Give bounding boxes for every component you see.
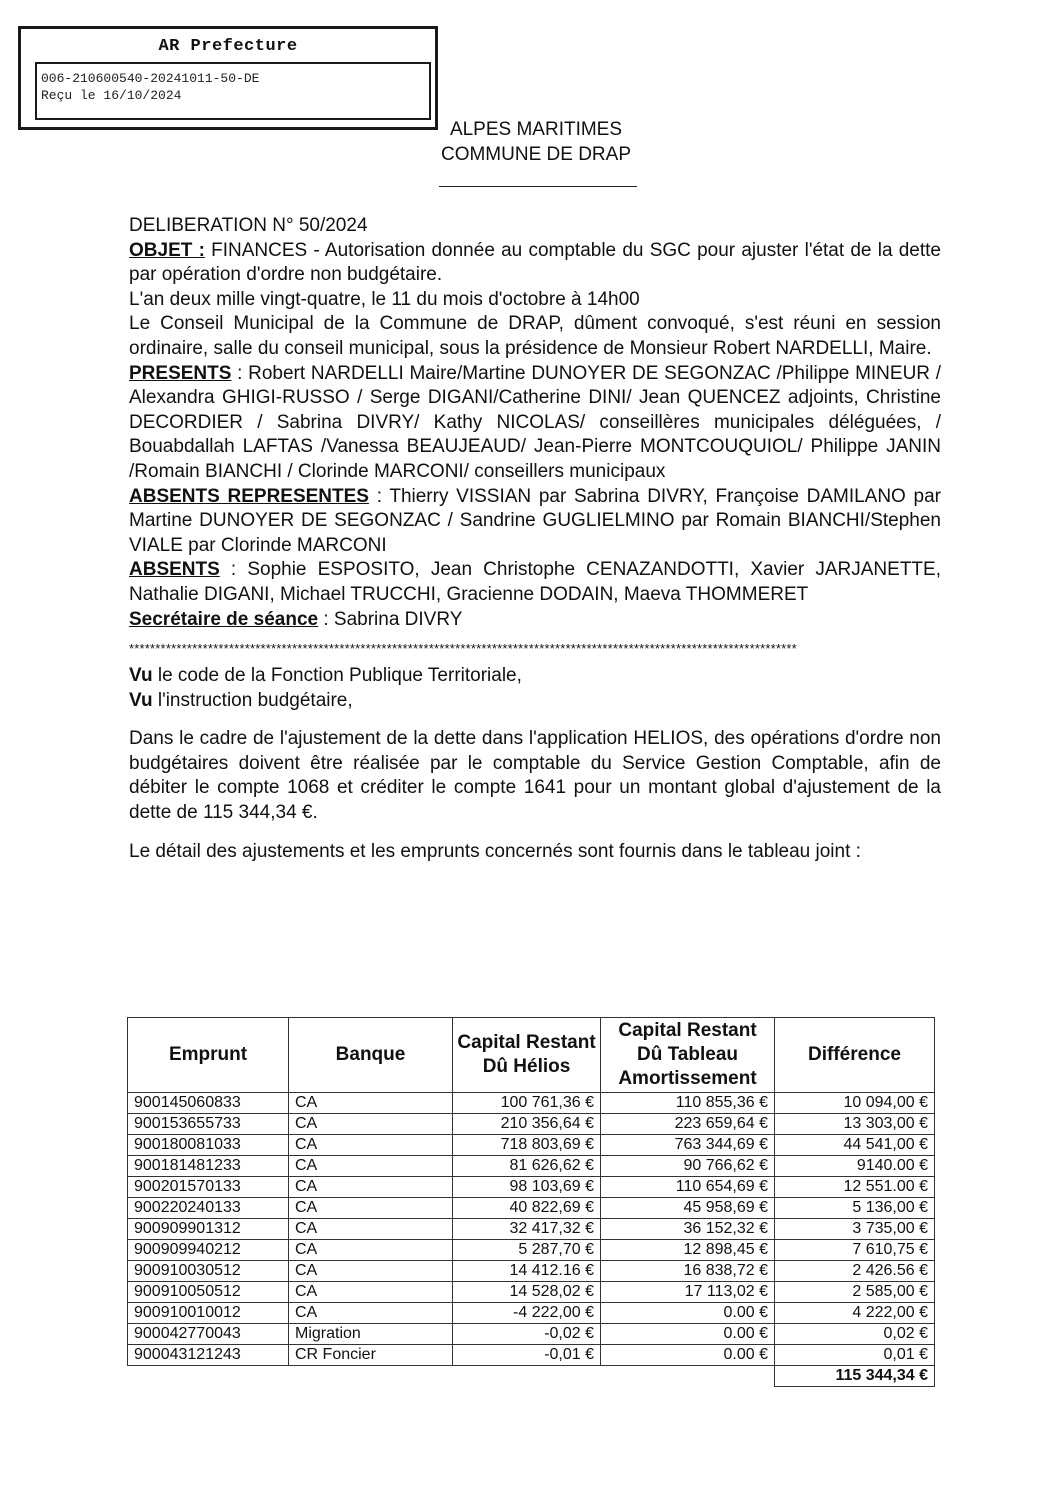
header-banque: Banque <box>289 1018 453 1093</box>
stamp-reference: 006-210600540-20241011-50-DE <box>41 71 260 86</box>
table-row <box>128 1177 935 1198</box>
cell-crd-helios: 98 103,69 € <box>453 1177 601 1198</box>
vu-label-1: Vu <box>129 665 153 687</box>
cell-crd-helios: -0,02 € <box>453 1324 601 1345</box>
cell-difference: 5 136,00 € <box>775 1198 935 1219</box>
header-crd-helios: Capital Restant Dû Hélios <box>453 1018 601 1093</box>
cell-banque: CA <box>289 1198 453 1219</box>
deliberation-number: DELIBERATION N° 50/2024 <box>129 215 368 236</box>
cell-banque: CA <box>289 1240 453 1261</box>
cell-difference: 2 585,00 € <box>775 1282 935 1303</box>
separator-line: ******************************************************************************************************************************* <box>129 642 797 657</box>
table-row <box>128 1345 935 1366</box>
cell-banque: CA <box>289 1114 453 1135</box>
cell-difference: 44 541,00 € <box>775 1135 935 1156</box>
table-row <box>128 1282 935 1303</box>
table-row <box>128 1261 935 1282</box>
objet-paragraph <box>129 239 941 288</box>
cell-crd-helios: -0,01 € <box>453 1345 601 1366</box>
cell-crd-helios: 14 412.16 € <box>453 1261 601 1282</box>
department-name: ALPES MARITIMES <box>449 119 623 140</box>
deliberation-body <box>129 214 941 864</box>
represented-label: ABSENTS REPRESENTES <box>129 485 369 507</box>
cell-crd-helios: 81 626,62 € <box>453 1156 601 1177</box>
presents-paragraph <box>129 362 941 485</box>
cell-crd-tableau: 45 958,69 € <box>601 1198 775 1219</box>
cell-difference: 9140.00 € <box>775 1156 935 1177</box>
cell-difference: 0,02 € <box>775 1324 935 1345</box>
vu-line-1 <box>129 664 941 689</box>
objet-text: FINANCES - Autorisation donnée au comptable du SGC pour ajuster l'état de la dette par opération d'ordre non budgétaire. <box>129 239 941 286</box>
cell-emprunt: 900042770043 <box>128 1324 289 1345</box>
cell-emprunt: 900153655733 <box>128 1114 289 1135</box>
cell-banque: Migration <box>289 1324 453 1345</box>
table-body <box>128 1093 935 1366</box>
table-row <box>128 1114 935 1135</box>
cell-difference: 10 094,00 € <box>775 1093 935 1114</box>
cell-crd-tableau: 0.00 € <box>601 1324 775 1345</box>
header-divider <box>439 186 637 187</box>
cell-emprunt: 900910030512 <box>128 1261 289 1282</box>
prefecture-stamp <box>18 26 438 130</box>
cell-crd-tableau: 90 766,62 € <box>601 1156 775 1177</box>
header-difference: Différence <box>775 1018 935 1093</box>
cell-crd-helios: 40 822,69 € <box>453 1198 601 1219</box>
total-difference: 115 344,34 € <box>775 1366 935 1387</box>
vu-text-1: le code de la Fonction Publique Territoriale, <box>152 665 522 687</box>
table-row <box>128 1156 935 1177</box>
cell-crd-tableau: 223 659,64 € <box>601 1114 775 1135</box>
absents-text: : Sophie ESPOSITO, Jean Christophe CENAZANDOTTI, Xavier JARJANETTE, Nathalie DIGANI, Michael TRUCCHI, Gracienne DODAIN, Maeva THOMMERET <box>129 559 941 605</box>
cell-difference: 0,01 € <box>775 1345 935 1366</box>
cell-emprunt: 900180081033 <box>128 1135 289 1156</box>
presents-text: : Robert NARDELLI Maire/Martine DUNOYER DE SEGONZAC /Philippe MINEUR / Alexandra GHIGI-RUSSO / Serge DIGANI/Catherine DINI/ Jean QUENCEZ adjoints, Christine DECORDIER / Sabrina DIVRY/ Kathy NICOLAS/ conseillères municipales déléguées, / Bouabdallah LAFTAS /Vanessa BEAUJEAUD/ Jean-Pierre MONTCOUQUIOL/ Philippe JANIN /Romain BIANCHI / Clorinde MARCONI/ conseillers municipaux <box>129 362 941 482</box>
cell-crd-helios: 5 287,70 € <box>453 1240 601 1261</box>
cell-difference: 2 426.56 € <box>775 1261 935 1282</box>
cell-difference: 13 303,00 € <box>775 1114 935 1135</box>
cell-emprunt: 900910010012 <box>128 1303 289 1324</box>
cell-banque: CA <box>289 1282 453 1303</box>
cell-crd-tableau: 17 113,02 € <box>601 1282 775 1303</box>
cell-banque: CA <box>289 1135 453 1156</box>
cell-banque: CA <box>289 1303 453 1324</box>
secretary-paragraph <box>129 608 941 633</box>
cell-difference: 4 222,00 € <box>775 1303 935 1324</box>
cell-crd-tableau: 0.00 € <box>601 1303 775 1324</box>
table-row <box>128 1219 935 1240</box>
table-header-row <box>128 1018 935 1093</box>
represented-paragraph <box>129 485 941 559</box>
adjustment-paragraph: Dans le cadre de l'ajustement de la dette dans l'application HELIOS, des opérations d'ordre non budgétaires doivent être réalisée par le comptable du Service Gestion Comptable, afin de débiter le compte 1068 et créditer le compte 1641 pour un montant global d'ajustement de la dette de 115 344,34 €. <box>129 728 941 824</box>
objet-label: OBJET : <box>129 239 205 261</box>
cell-banque: CA <box>289 1177 453 1198</box>
vu-label-2: Vu <box>129 689 153 711</box>
cell-banque: CA <box>289 1156 453 1177</box>
secretary-label: Secrétaire de séance <box>129 608 319 630</box>
cell-emprunt: 900220240133 <box>128 1198 289 1219</box>
cell-difference: 12 551.00 € <box>775 1177 935 1198</box>
cell-emprunt: 900043121243 <box>128 1345 289 1366</box>
cell-crd-helios: 14 528,02 € <box>453 1282 601 1303</box>
cell-crd-helios: -4 222,00 € <box>453 1303 601 1324</box>
table-row <box>128 1135 935 1156</box>
stamp-title: AR Prefecture <box>158 37 298 56</box>
represented-text: : Thierry VISSIAN par Sabrina DIVRY, Françoise DAMILANO par Martine DUNOYER DE SEGONZAC / Sandrine GUGLIELMINO par Romain BIANCHI/Stephen VIALE par Clorinde MARCONI <box>129 485 942 556</box>
cell-emprunt: 900909901312 <box>128 1219 289 1240</box>
cell-crd-tableau: 0.00 € <box>601 1345 775 1366</box>
cell-banque: CA <box>289 1261 453 1282</box>
date-line: L'an deux mille vingt-quatre, le 11 du mois d'octobre à 14h00 <box>129 288 640 310</box>
cell-crd-tableau: 763 344,69 € <box>601 1135 775 1156</box>
stamp-details <box>35 62 431 120</box>
stamp-received-date: Reçu le 16/10/2024 <box>41 88 182 103</box>
document-header <box>400 117 672 167</box>
vu-text-2: l'instruction budgétaire, <box>152 689 353 711</box>
cell-banque: CA <box>289 1093 453 1114</box>
table-row <box>128 1093 935 1114</box>
debt-adjustment-table <box>127 1017 935 1387</box>
commune-name: COMMUNE DE DRAP <box>440 144 631 165</box>
cell-emprunt: 900145060833 <box>128 1093 289 1114</box>
cell-crd-tableau: 110 654,69 € <box>601 1177 775 1198</box>
cell-emprunt: 900201570133 <box>128 1177 289 1198</box>
header-crd-tableau: Capital Restant Dû Tableau Amortissement <box>601 1018 775 1093</box>
table-intro-paragraph: Le détail des ajustements et les emprunts concernés sont fournis dans le tableau joint : <box>129 840 861 862</box>
table-row <box>128 1240 935 1261</box>
cell-crd-tableau: 12 898,45 € <box>601 1240 775 1261</box>
cell-difference: 7 610,75 € <box>775 1240 935 1261</box>
convocation-paragraph: Le Conseil Municipal de la Commune de DRAP, dûment convoqué, s'est réuni en session ordinaire, salle du conseil municipal, sous la présidence de Monsieur Robert NARDELLI, Maire. <box>129 313 941 359</box>
absents-paragraph <box>129 558 941 607</box>
header-emprunt: Emprunt <box>128 1018 289 1093</box>
cell-difference: 3 735,00 € <box>775 1219 935 1240</box>
cell-emprunt: 900909940212 <box>128 1240 289 1261</box>
cell-crd-helios: 210 356,64 € <box>453 1114 601 1135</box>
cell-emprunt: 900181481233 <box>128 1156 289 1177</box>
cell-crd-tableau: 110 855,36 € <box>601 1093 775 1114</box>
table-row <box>128 1198 935 1219</box>
cell-crd-helios: 32 417,32 € <box>453 1219 601 1240</box>
cell-crd-tableau: 16 838,72 € <box>601 1261 775 1282</box>
presents-label: PRESENTS <box>129 362 232 384</box>
secretary-text: : Sabrina DIVRY <box>318 608 463 630</box>
vu-line-2 <box>129 689 941 714</box>
cell-crd-helios: 718 803,69 € <box>453 1135 601 1156</box>
cell-crd-tableau: 36 152,32 € <box>601 1219 775 1240</box>
cell-banque: CA <box>289 1219 453 1240</box>
table-row <box>128 1303 935 1324</box>
absents-label: ABSENTS <box>129 559 220 581</box>
cell-crd-helios: 100 761,36 € <box>453 1093 601 1114</box>
cell-emprunt: 900910050512 <box>128 1282 289 1303</box>
table-row <box>128 1324 935 1345</box>
cell-banque: CR Foncier <box>289 1345 453 1366</box>
table-total-row <box>128 1366 935 1387</box>
